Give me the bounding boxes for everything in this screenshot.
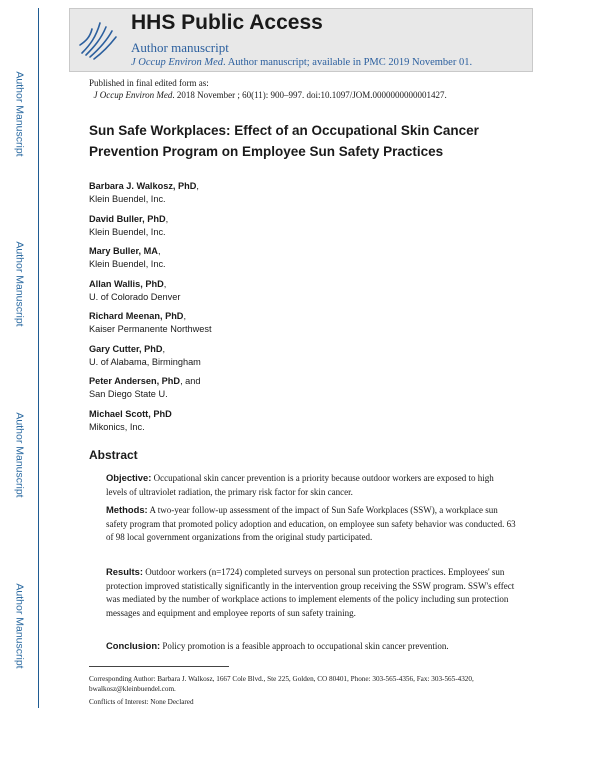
hhs-header <box>69 8 533 72</box>
side-label: Author Manuscript <box>14 241 26 327</box>
side-label: Author Manuscript <box>14 583 26 669</box>
author-item: Mary Buller, MA, Klein Buendel, Inc. <box>89 246 166 269</box>
abstract-methods: Methods: A two-year follow-up assessment of the impact of Sun Safe Workplaces (SSW), a workplace sun safety program that promoted policy adoption and education, on employee sun safety behavior was conducted. 63 of 98 local government organizations from the original study participated. <box>106 504 516 543</box>
published-note: Published in final edited form as: J Occup Environ Med. 2018 November ; 60(11): 900–997. doi:10.1097/JOM.0000000000001427. <box>89 78 447 100</box>
footnote-rule <box>89 666 229 667</box>
author-item: Allan Wallis, PhD, U. of Colorado Denver <box>89 278 181 302</box>
correspondence-footnote: Corresponding Author: Barbara J. Walkosz, 1667 Cole Blvd., Ste 225, Golden, CO 80401, Phone: 303-565-4356, Fax: 303-565-4320, bwalkosz@kleinbuendel.com. <box>89 675 474 693</box>
side-label: Author Manuscript <box>14 71 26 157</box>
margin-rule <box>38 8 39 708</box>
abstract-heading: Abstract <box>89 448 138 462</box>
conflicts-footnote: Conflicts of Interest: None Declared <box>89 698 194 706</box>
header-citation: J Occup Environ Med. Author manuscript; available in PMC 2019 November 01. <box>131 57 473 68</box>
article-title: Sun Safe Workplaces: Effect of an Occupational Skin Cancer Prevention Program on Employee Sun Safety Practices <box>89 123 479 159</box>
hhs-eagle-logo <box>76 15 120 63</box>
header-title: HHS Public Access <box>131 11 323 34</box>
author-list <box>89 180 389 440</box>
author-item: Gary Cutter, PhD, U. of Alabama, Birmingham <box>89 343 201 367</box>
author-item: Barbara J. Walkosz, PhD, Klein Buendel, Inc. <box>89 181 199 204</box>
abstract-results: Results: Outdoor workers (n=1724) completed surveys on personal sun protection practices. Employees' sun protection improved statistically significantly in the intervention group receiving the SSW program. SSW's effect was mediated by the number of workplace actions to implement elements of the policy including sun protection messages and equipment and employee reports of sun safety training. <box>106 566 515 618</box>
abstract-objective: Objective: Occupational skin cancer prevention is a priority because outdoor workers are exposed to high levels of ultraviolet radiation, the primary risk factor for skin cancer. <box>106 472 494 497</box>
author-item: Michael Scott, PhD Mikonics, Inc. <box>89 408 172 432</box>
author-item: David Buller, PhD, Klein Buendel, Inc. <box>89 213 169 237</box>
abstract-conclusion: Conclusion: Policy promotion is a feasible approach to occupational skin cancer prevention. <box>106 640 449 651</box>
author-item: Peter Andersen, PhD, and San Diego State U. <box>89 376 201 399</box>
header-subtitle: Author manuscript <box>131 40 229 55</box>
side-label: Author Manuscript <box>14 412 26 498</box>
author-item: Richard Meenan, PhD, Kaiser Permanente Northwest <box>89 311 212 334</box>
